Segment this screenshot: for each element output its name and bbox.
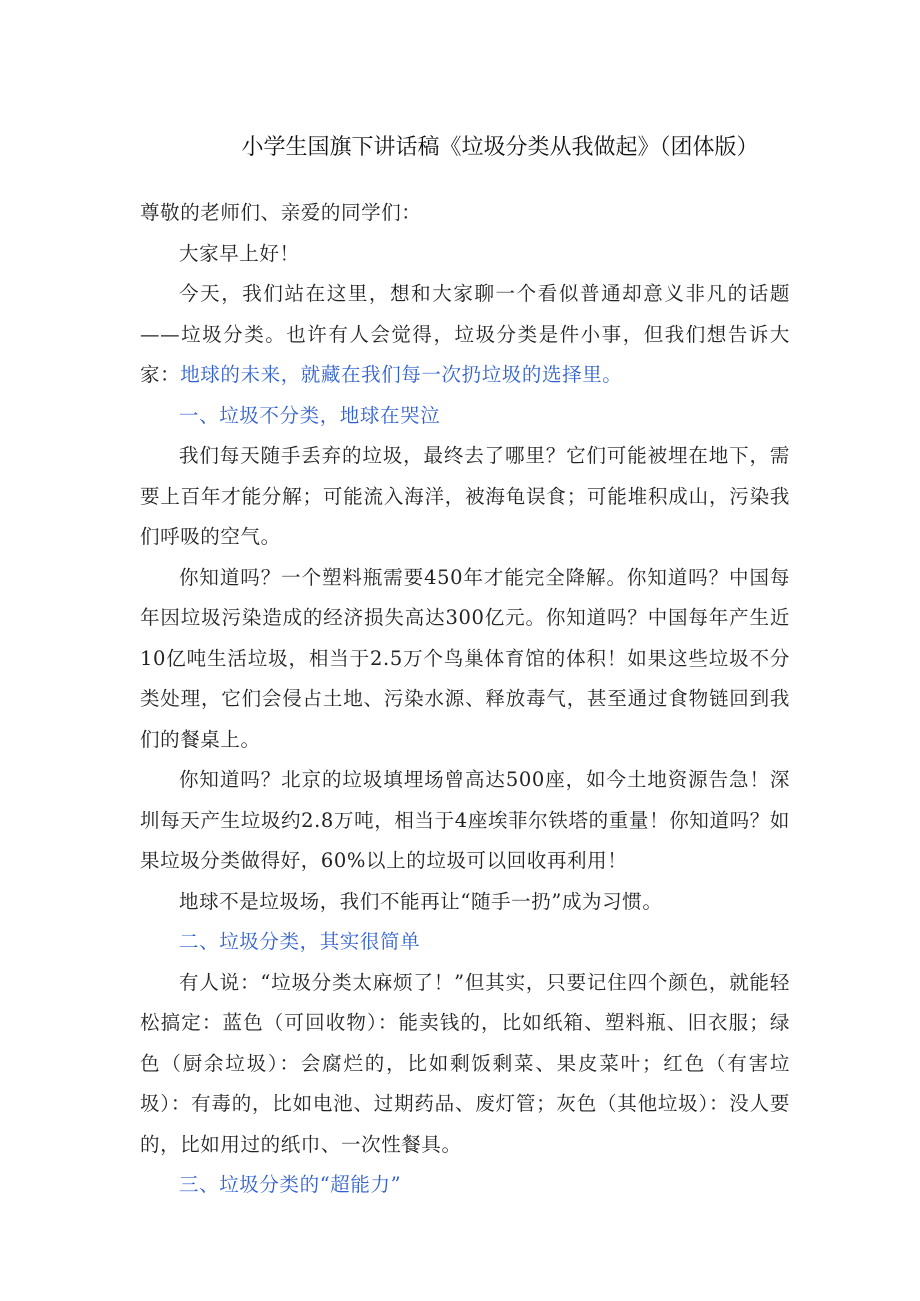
- intro-text: 今天，我们站在这里，想和大家聊一个看似普通却意义非凡的话题——垃圾分类。也许有人会觉得，垃圾分类是件小事，但我们想告诉大家：: [140, 282, 790, 386]
- section1-paragraph-4: 地球不是垃圾场，我们不能再让“随手一扔”成为习惯。: [179, 889, 663, 913]
- section1-paragraph-2: 你知道吗？一个塑料瓶需要450年才能完全降解。你知道吗？中国每年因垃圾污染造成的经济损失高达300亿元。你知道吗？中国每年产生近10亿吨生活垃圾，相当于2.5万个鸟巢体育馆的体积！如果这些垃圾不分类处理，它们会侵占土地、污染水源、释放毒气，甚至通过食物链回到我们的餐桌上。: [140, 565, 790, 751]
- section2-heading: 二、垃圾分类，其实很简单: [179, 930, 421, 953]
- section1-paragraph-3: 你知道吗？北京的垃圾填埋场曾高达500座，如今土地资源告急！深圳每天产生垃圾约2.8万吨，相当于4座埃菲尔铁塔的重量！你知道吗？如果垃圾分类做得好，60%以上的垃圾可以回收再利用！: [140, 768, 790, 872]
- greeting: 大家早上好！: [179, 241, 300, 265]
- section1-heading: 一、垃圾不分类，地球在哭泣: [179, 403, 441, 427]
- intro-paragraph: [140, 274, 790, 396]
- section1-paragraph-1: 我们每天随手丢弃的垃圾，最终去了哪里？它们可能被埋在地下，需要上百年才能分解；可能流入海洋，被海龟误食；可能堆积成山，污染我们呼吸的空气。: [140, 444, 790, 548]
- section2-paragraph-1: 有人说：“垃圾分类太麻烦了！”但其实，只要记住四个颜色，就能轻松搞定：蓝色（可回收物）：能卖钱的，比如纸箱、塑料瓶、旧衣服；绿色（厨余垃圾）：会腐烂的，比如剩饭剩菜、果皮菜叶；红色（有害垃圾）：有毒的，比如电池、过期药品、废灯管；灰色（其他垃圾）：没人要的，比如用过的纸巾、一次性餐具。: [140, 970, 790, 1156]
- document-title: 小学生国旗下讲话稿《垃圾分类从我做起》（团体版）: [241, 135, 759, 160]
- intro-highlight: 地球的未来，就藏在我们每一次扔垃圾的选择里。: [180, 363, 623, 386]
- speech-body: [140, 193, 790, 1206]
- salutation: 尊敬的老师们、亲爱的同学们：: [140, 201, 422, 224]
- section3-heading: 三、垃圾分类的“超能力”: [179, 1173, 402, 1196]
